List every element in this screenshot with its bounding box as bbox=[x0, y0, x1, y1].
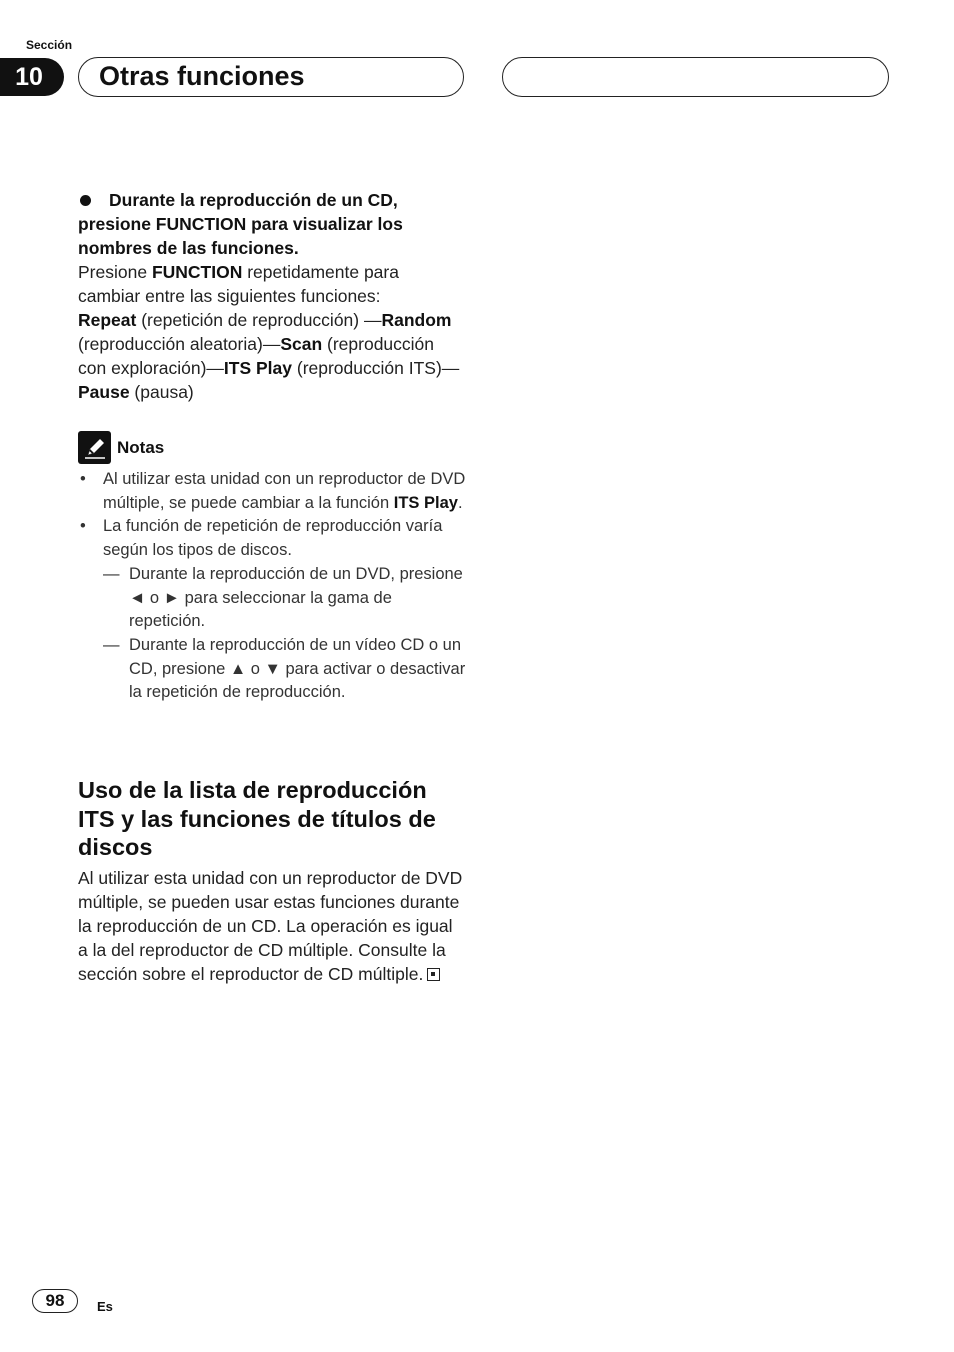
dash-mark: — bbox=[103, 635, 120, 654]
page-number: 98 bbox=[32, 1289, 78, 1313]
function-pause: Pause bbox=[78, 382, 130, 402]
pencil-note-icon bbox=[78, 431, 111, 464]
filled-circle-icon bbox=[80, 195, 91, 206]
notes-header bbox=[78, 431, 164, 464]
language-code: Es bbox=[97, 1299, 113, 1314]
section-number-badge: 10 bbox=[0, 58, 64, 96]
function-its-play: ITS Play bbox=[223, 358, 292, 378]
its-play-keyword: ITS Play bbox=[393, 493, 458, 512]
function-paragraph: Presione FUNCTION repetidamente para cambiar entre las siguientes funciones: Repeat (repetición de reproducción) —Random (reproducción aleatoria)—Scan (reproducción con exploración)—ITS Play (reproducción ITS)—Pause (pausa) bbox=[78, 262, 460, 402]
bullet-mark: • bbox=[80, 517, 86, 536]
section-label: Sección bbox=[26, 38, 73, 52]
notes-list bbox=[78, 468, 466, 705]
section-heading: Uso de la lista de reproducción ITS y las funciones de títulos de discos bbox=[78, 777, 436, 860]
page-title: Otras funciones bbox=[78, 57, 464, 97]
end-square-icon bbox=[427, 968, 440, 981]
instruction-block bbox=[78, 188, 466, 260]
function-repeat: Repeat bbox=[78, 310, 137, 330]
function-random: Random bbox=[381, 310, 452, 330]
note-sub-item: — Durante la reproducción de un vídeo CD o un CD, presione ▲ o ▼ para activar o desactivar la repetición de reproducción. bbox=[103, 635, 466, 702]
instruction-heading: Durante la reproducción de un CD, presione FUNCTION para visualizar los nombres de las funciones. bbox=[78, 190, 403, 258]
bullet-mark: • bbox=[80, 470, 86, 488]
function-keyword: FUNCTION bbox=[151, 262, 243, 282]
section-body: Al utilizar esta unidad con un reproductor de DVD múltiple, se pueden usar estas funciones durante la reproducción de un CD. La operación es igual a la del reproductor de CD múltiple. Consulte la sección sobre el reproductor de CD múltiple. bbox=[78, 868, 463, 984]
note-sub-item: — Durante la reproducción de un DVD, presione ◄ o ► para seleccionar la gama de repetición. bbox=[103, 564, 463, 631]
note-item: • La función de repetición de reproducción varía según los tipos de discos. bbox=[80, 517, 443, 560]
header-right-frame bbox=[502, 57, 889, 97]
note-item: • Al utilizar esta unidad con un reproductor de DVD múltiple, se puede cambiar a la función ITS Play. bbox=[80, 470, 466, 512]
dash-mark: — bbox=[103, 564, 120, 583]
notes-label: Notas bbox=[117, 437, 165, 457]
function-scan: Scan bbox=[280, 334, 323, 354]
